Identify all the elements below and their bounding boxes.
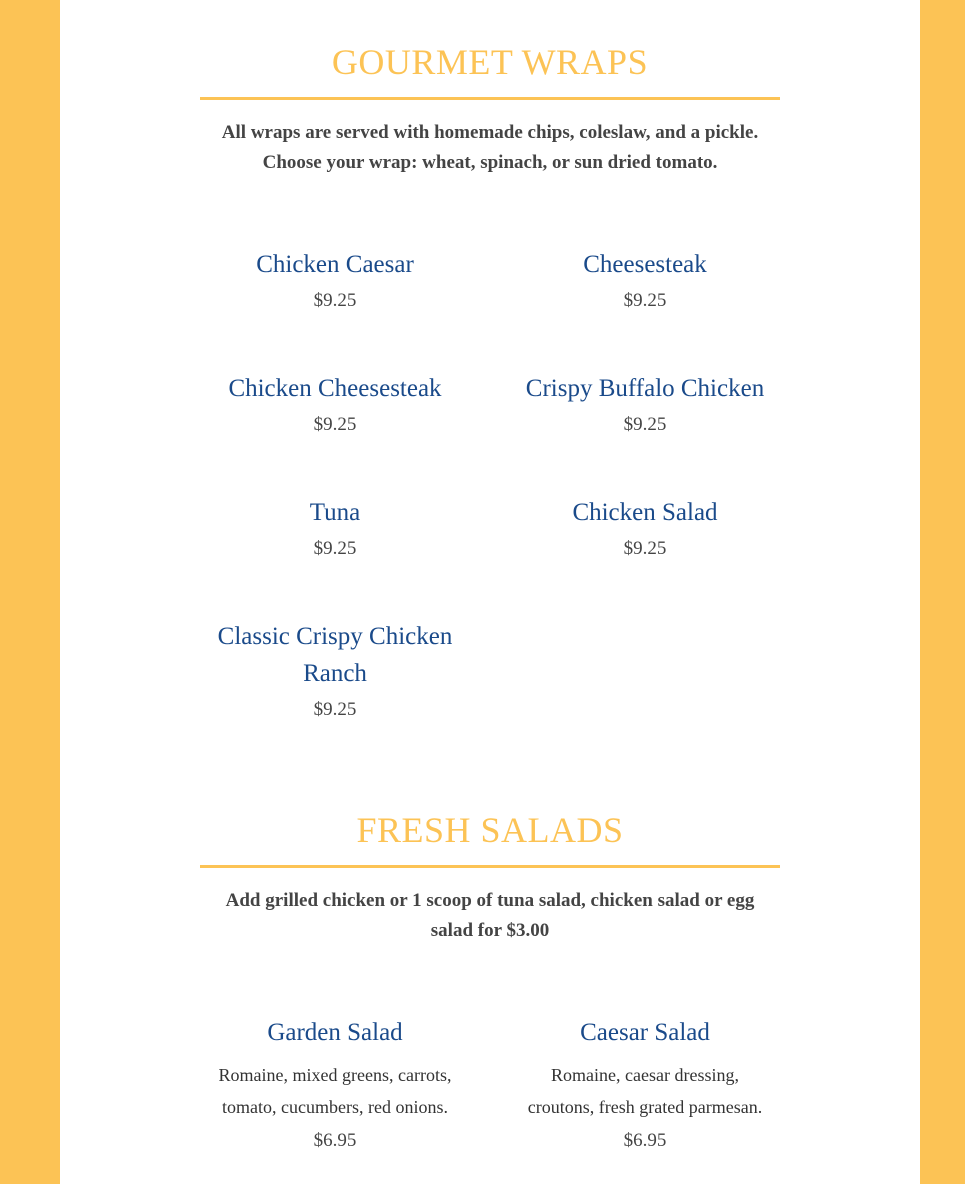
wraps-title: GOURMET WRAPS <box>331 42 649 82</box>
wraps-note-line-1: All wraps are served with homemade chips, coleslaw, and a pickle. <box>221 122 759 143</box>
item-description-line-1: Romaine, caesar dressing, <box>551 1065 739 1085</box>
item-name: Cheesesteak <box>583 251 707 278</box>
menu-item-chicken-caesar <box>205 246 465 315</box>
item-description-line-2: tomato, cucumbers, red onions. <box>222 1097 448 1117</box>
item-price: $9.25 <box>313 538 357 559</box>
item-description <box>515 1059 775 1123</box>
salads-note-line-1: Add grilled chicken or 1 scoop of tuna salad, chicken salad or egg <box>225 890 755 911</box>
item-name-line-1: Classic Crispy Chicken <box>217 623 453 650</box>
menu-item-garden-salad <box>205 1014 465 1155</box>
item-price: $9.25 <box>623 414 667 435</box>
item-name <box>205 618 465 692</box>
item-name: Chicken Caesar <box>256 251 414 278</box>
item-price: $9.25 <box>623 538 667 559</box>
wraps-note <box>210 118 770 178</box>
item-description <box>205 1059 465 1123</box>
menu-item-caesar-salad <box>515 1014 775 1155</box>
item-description-line-1: Romaine, mixed greens, carrots, <box>218 1065 452 1085</box>
salads-note <box>210 886 770 946</box>
item-name: Chicken Cheesesteak <box>228 375 442 402</box>
salads-title: FRESH SALADS <box>356 810 624 850</box>
item-price: $9.25 <box>313 290 357 311</box>
salads-divider <box>200 865 780 868</box>
item-name: Chicken Salad <box>572 499 718 526</box>
item-name: Caesar Salad <box>580 1019 710 1046</box>
item-name: Crispy Buffalo Chicken <box>525 375 765 402</box>
item-price: $6.95 <box>623 1130 667 1151</box>
menu-item-chicken-salad <box>515 494 775 563</box>
wraps-note-line-2: Choose your wrap: wheat, spinach, or sun dried tomato. <box>262 152 718 173</box>
menu-item-classic-crispy-chicken-ranch <box>205 618 465 724</box>
wraps-section <box>200 41 780 178</box>
menu-item-tuna <box>205 494 465 563</box>
item-name: Tuna <box>309 499 361 526</box>
item-price: $9.25 <box>623 290 667 311</box>
salads-section <box>200 809 780 946</box>
item-name: Garden Salad <box>267 1019 403 1046</box>
menu-item-chicken-cheesesteak <box>205 370 465 439</box>
item-name-line-2: Ranch <box>303 660 367 687</box>
menu-item-cheesesteak <box>515 246 775 315</box>
salads-note-line-2: salad for $3.00 <box>430 920 550 941</box>
wraps-divider <box>200 97 780 100</box>
menu-item-crispy-buffalo-chicken <box>515 370 775 439</box>
item-price: $9.25 <box>313 414 357 435</box>
item-price: $9.25 <box>313 699 357 720</box>
item-price: $6.95 <box>313 1130 357 1151</box>
item-description-line-2: croutons, fresh grated parmesan. <box>527 1097 763 1117</box>
